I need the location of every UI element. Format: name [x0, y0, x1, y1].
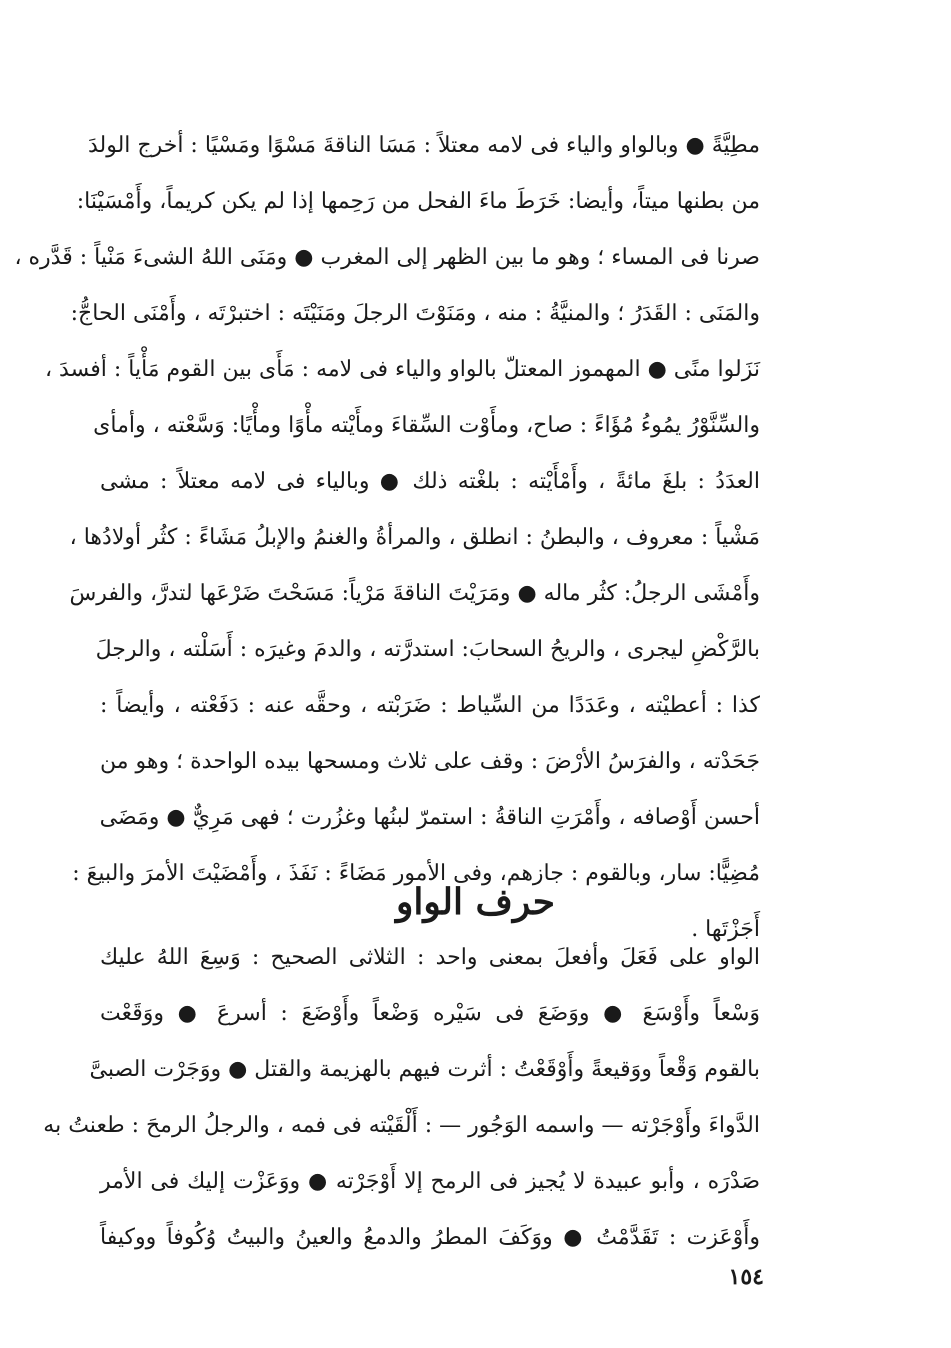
text-line: وأَمْشَى الرجلُ: كثُر ماله ● ومَرَيْتَ الناقةَ مَرْياً: مَسَحْتَ ضَرْعَها لتدرَّ، والفرسَ: [69, 581, 760, 606]
text-line: والسِّنَّوْرُ يمُوءُ مُؤَاءً : صاح، ومأَوْت السِّقاءَ ومأَيْته مأْوًا ومأْيًا: وَسَّعْته ، وأمأى: [93, 413, 760, 438]
text-line: من بطنها ميتاً، وأيضا: خَرَطَ ماءَ الفحل من رَحِمها إذا لم يكن كريماً، وأَمْسَيْنَا:: [76, 189, 760, 214]
text-line: بالقوم وَقْعاً ووَقيعةً وأَوْقَعْتُ : أثرت فيهم بالهزيمة والقتل ● ووَجَرْت الصبىَّ: [89, 1057, 760, 1082]
text-line: مُضِيًّا: سار، وبالقوم : جازهم، وفى الأمور مَضَاءً : نَفَذَ ، وأَمْضَيْتَ الأمرَ والبيعَ :: [72, 861, 760, 886]
text-line: مطِيَّةً ● وبالواو والياء فى لامه معتلاً : مَسَا الناقةَ مَسْوًا ومَسْيًا : أخرج الولدَ: [87, 133, 760, 158]
text-section-2: [43, 930, 760, 1266]
text-line: صرنا فى المساء ؛ وهو ما بين الظهر إلى المغرب ● ومَنَى اللهُ الشىءَ مَنْياً : قَدَّره ،: [14, 245, 760, 270]
text-line: والمَنَى : القَدَرُ ؛ والمنيَّةُ : منه ، ومَنَوْتَ الرجلَ ومَنَيْتَه : اختبرْتَه ، وأَمْنَى الحاجُّ:: [70, 301, 760, 326]
text-line: جَحَدْته ، والفرَسُ الأرْضَ : وقف على ثلاث ومسحها بيده الواحدة ؛ وهو من: [100, 749, 760, 774]
text-line: مَشْياً : معروف ، والبطنُ : انطلق ، والمرأةُ والغنمُ والإبلُ مَشَاءً : كثُر أولادُها ،: [69, 525, 760, 550]
section-heading: حرف الواو: [396, 881, 555, 923]
text-section-1: [14, 118, 760, 958]
text-line: الواو على فَعَلَ وأفعلَ بمعنى واحد : الثلاثى الصحيح : وَسِعَ اللهُ عليك: [100, 945, 760, 970]
page-number: ١٥٤: [728, 1264, 764, 1290]
text-line: نَزَلوا منًى ● المهموز المعتلّ بالواو والياء فى لامه : مَأَى بين القوم مَأْياً : أفسدَ ،: [44, 357, 760, 382]
text-line: الدَّواءَ وأَوْجَرْته — واسمه الوَجُور — : أَلْقَيْته فى فمه ، والرجلُ الرمحَ : طعنتُ به: [43, 1113, 760, 1138]
text-line: العدَدُ : بلغَ مائةً ، وأَمْأَيْته : بلغْته ذلك ● وبالياء فى لامه معتلاً : مشى: [100, 469, 760, 494]
text-line: بالرَّكْضِ ليجرى ، والريحُ السحابَ: استدرَّته ، والدمَ وغيرَه : أَسَلْته ، والرجلَ: [95, 637, 760, 662]
text-line: أحسن أَوْصافه ، وأَمْرَتِ الناقةُ : استمرّ لبنُها وغزُرت ؛ فهى مَرِيٌّ ● ومَضَى: [99, 805, 760, 830]
text-line: وَسْعاً وأَوْسَعَ ● ووَضَعَ فى سَيْره وَضْعاً وأَوْضَعَ : أسرعَ ● ووَقَعْت: [100, 1001, 760, 1026]
text-line: صَدْرَه ، وأبو عبيدة لا يُجيز فى الرمح إلا أَوْجَرْته ● ووَعَزْت إليك فى الأمر: [100, 1169, 760, 1194]
text-line: وأَوْعَزت : تَقَدَّمْتُ ● ووَكَفَ المطرُ والدمعُ والعينُ والبيتُ وُكُوفاً ووكيفاً: [100, 1225, 760, 1250]
text-line: كذا : أعطيْته ، وعَدَدًا من السِّياط : ضَرَبْته ، وحقَّه عنه : دَفَعْته ، وأيضاً :: [100, 693, 760, 718]
text-line: أَجَزْتَها .: [691, 917, 760, 942]
